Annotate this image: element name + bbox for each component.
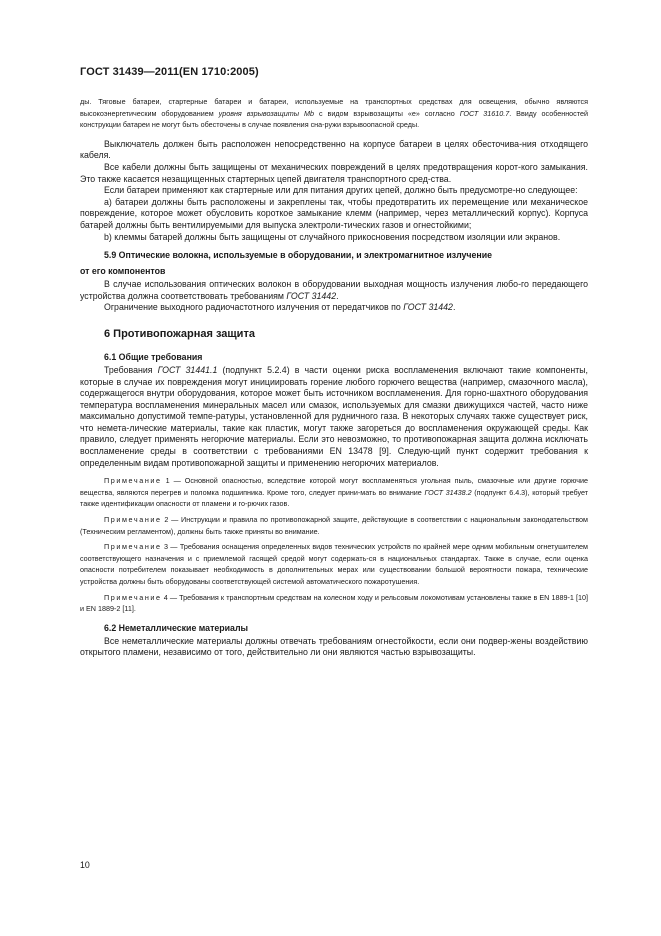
note-1 <box>80 475 588 510</box>
paragraph-nonmetallic: Все неметаллические материалы должны отвечать требованиям огнестойкости, если они подвер-жены воздействию открытого пламени, независимо от того, действительно ли они являются частью взрывозащиты. <box>80 635 588 658</box>
battery-note-continuation <box>80 96 588 131</box>
standard-reference: ГОСТ 31438.2 <box>424 487 472 497</box>
text-run: . Ввиду особенностей конструкции батареи не могут быть обесточены в случае появления сна-ружи взрывоопасной среды. <box>80 108 588 130</box>
section-5-9-heading: 5.9 Оптические волокна, используемые в оборудовании, и электромагнитное излучение <box>104 250 493 261</box>
text-run: 1 — Основной опасностью, вследствие которой могут воспламеняться угольная пыль, смазочные или другие горючие вещества, являются перегрев и поломка подшипника. Кроме того, следует прини-мать во внимание <box>80 476 588 497</box>
standard-reference: ГОСТ 31441.1 <box>157 364 218 375</box>
standard-reference: ГОСТ 31442 <box>286 290 337 301</box>
note-label: Примечание <box>104 592 162 602</box>
standard-reference: ГОСТ 31442 <box>403 302 453 313</box>
italic-term: уровня взрывозащиты Mb <box>218 108 315 118</box>
list-item-a: а) батареи должны быть расположены и закреплены так, чтобы предотвратить их перемещение или механическое повреждение, которое может обусловить короткое замыкание клемм (например, через металлический корпус). Корпуса батарей должны быть вентилируемыми для выпуска электроли-тических газов и огнестойкими; <box>80 196 588 230</box>
paragraph-rf-limit <box>80 302 588 314</box>
section-6-1-heading: 6.1 Общие требования <box>104 351 203 362</box>
page-content <box>80 96 588 659</box>
section-6-2-heading: 6.2 Неметаллические материалы <box>104 622 249 633</box>
section-5-9-heading-cont: от его компонентов <box>80 266 166 277</box>
text-run: В случае использования оптических волокон в оборудовании выходная мощность излучения любо-го передающего устройства должна соответствовать требованиям <box>80 279 588 301</box>
paragraph-cables: Все кабели должны быть защищены от механических повреждений в целях предотвращения корот-кого замыкания. Это также касается незащищенных стартерных цепей двигателя транспортного сред-ства. <box>80 161 588 184</box>
page-header: ГОСТ 31439—2011(EN 1710:2005) <box>80 66 259 78</box>
paragraph-optical-fibers <box>80 279 588 302</box>
text-run: с видом взрывозащиты «е» согласно <box>314 108 460 118</box>
note-label: Примечание <box>104 515 162 525</box>
note-4 <box>80 592 588 615</box>
note-label: Примечание <box>104 476 162 486</box>
section-6-heading: 6 Противопожарная защита <box>104 327 255 340</box>
text-run: Требования <box>104 364 158 375</box>
note-2 <box>80 514 588 537</box>
text-run: 4 — Требования к транспортным средствам на колесном ходу и рельсовым локомотивам установлены также в EN 1889-1 [10] и EN 1889-2 [11]. <box>80 592 588 614</box>
note-3 <box>80 541 588 587</box>
text-run: 3 — Требования оснащения определенных видов технических устройств по крайней мере одним мобильным огнетушителем соответствующего назначения и с приемлемой гасящей средой могут содержать-ся в национальных стандартах. Также в случае, если оценка опасности потребителем показывает необходимость в дополнительных мерах или существовании большой вероятности пожара, технические устройства должны быть оборудованы соответствующей системой автоматического пожаротушения. <box>80 542 588 586</box>
text-run: . <box>452 302 456 313</box>
standard-reference: ГОСТ 31610.7 <box>459 108 510 118</box>
text-run: Ограничение выходного радиочастотного излучения от передатчиков по <box>104 302 404 313</box>
text-run: (подпункт 5.2.4) в части оценки риска воспламенения включают такие компоненты, которые в случае их повреждения могут инициировать горение любого горючего вещества (например, смазочного масла), содержащегося внутри оборудования, которое может быть источником воспламенения. Для горно-шахтного оборудования температура воспламенения минеральных масел или смазок, используемых для смазки движущихся частей, часто ниже максимально допустимой темпе-ратуры, установленной для рудничного газа. В некоторых случаях также существует риск, что немета-лические материалы, такие как пластик, могут также загореться до воспламенения окружающей среды. Как правило, следует применять негорючие материалы. Если это невозможно, то противопожарная защита должна исключать воспламенение среды в соответствии с требованиями EN 13478 [9]. Следую-щий пункт содержит требования к определенным видам противопожарной защиты и применению негорючих материалов. <box>80 364 588 468</box>
paragraph-starter-batteries: Если батареи применяют как стартерные или для питания других цепей, должно быть предусмотре-но следующее: <box>104 185 578 196</box>
paragraph-switch: Выключатель должен быть расположен непосредственно на корпусе батареи в целях обесточива-ния отходящего кабеля. <box>80 138 588 161</box>
text-run: 2 — Инструкции и правила по противопожарной защите, действующие в соответствии с национальным законодательством (Техническим регламентом), должны быть также приняты во внимание. <box>80 515 588 536</box>
text-run: ды. Тяговые батареи, стартерные батареи и батареи, используемые на транспортных средствах для освещения, обычно являются высокоэнергетическим оборудованием <box>80 97 588 118</box>
text-run: (подпункт 6.4.3), который требует также идентификации опасности от пламени и го-рючих газов. <box>80 487 589 509</box>
note-label: Примечание <box>104 542 162 552</box>
list-item-b: b) клеммы батарей должны быть защищены от случайного прикосновения посредством изоляции или экранов. <box>104 231 561 242</box>
paragraph-general-requirements <box>80 365 588 469</box>
text-run: . <box>336 290 339 301</box>
page-number: 10 <box>80 860 90 870</box>
